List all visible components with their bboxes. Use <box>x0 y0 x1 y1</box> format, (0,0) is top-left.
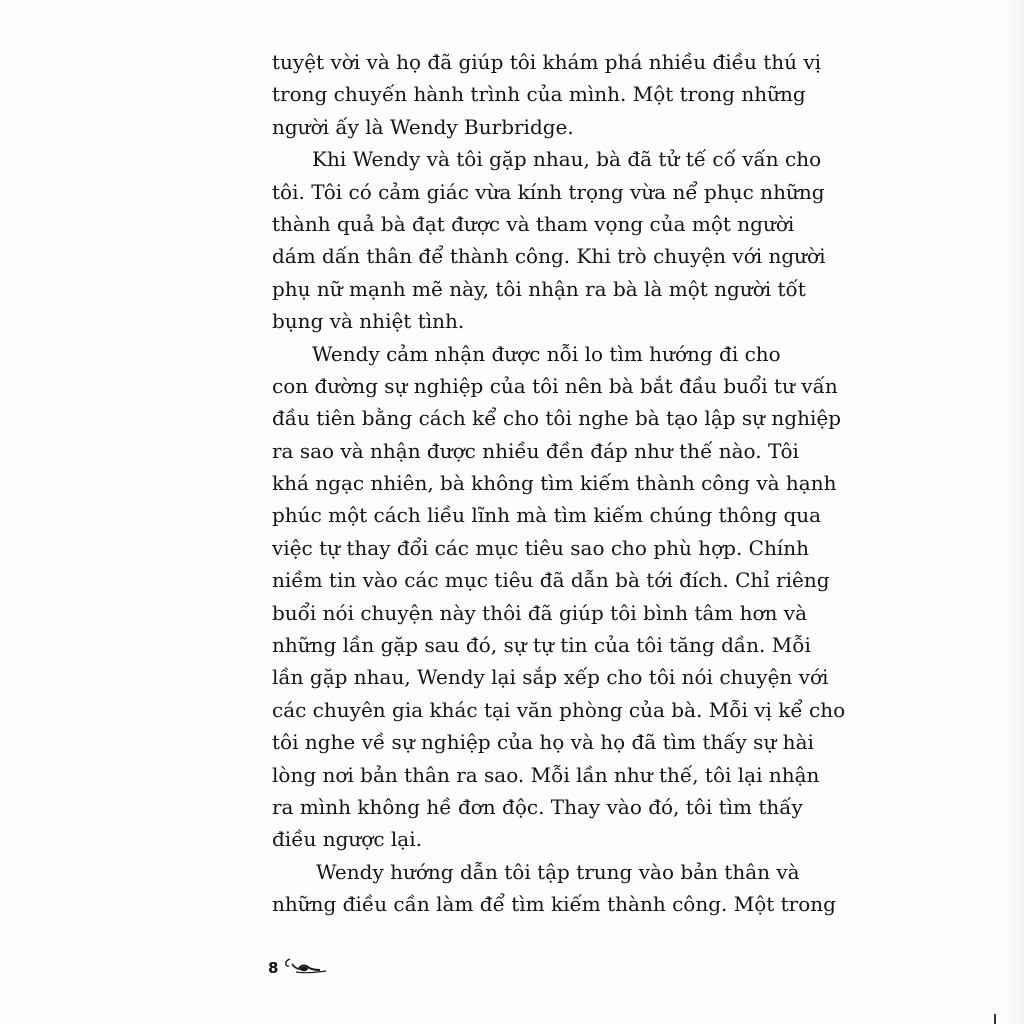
text-line: niềm tin vào các mục tiêu đã dẫn bà tới đích. Chỉ riêng <box>272 568 830 593</box>
text-line: con đường sự nghiệp của tôi nên bà bắt đầu buổi tư vấn <box>272 373 838 398</box>
text-line: lần gặp nhau, Wendy lại sắp xếp cho tôi nói chuyện với <box>272 665 829 690</box>
text-line: điều ngược lại. <box>272 827 422 852</box>
text-line: phụ nữ mạnh mẽ này, tôi nhận ra bà là một người tốt <box>272 276 806 301</box>
paragraph-start-line: Wendy cảm nhận được nỗi lo tìm hướng đi cho <box>312 341 781 366</box>
page-footer <box>268 955 328 981</box>
paragraph-start-line: Wendy hướng dẫn tôi tập trung vào bản thân và <box>316 859 800 884</box>
text-line: trong chuyến hành trình của mình. Một trong những <box>272 82 806 107</box>
text-line: ra mình không hề đơn độc. Thay vào đó, tôi tìm thấy <box>272 794 803 819</box>
text-line: việc tự thay đổi các mục tiêu sao cho phù hợp. Chính <box>272 535 810 560</box>
text-line: buổi nói chuyện này thôi đã giúp tôi bình tâm hơn và <box>272 600 807 625</box>
text-line: các chuyên gia khác tại văn phòng của bà. Mỗi vị kể cho <box>272 697 846 722</box>
paragraph-start-line: Khi Wendy và tôi gặp nhau, bà đã tử tế cố vấn cho <box>312 147 822 172</box>
text-line: bụng và nhiệt tình. <box>272 309 465 334</box>
page-number: 8 <box>268 959 279 977</box>
text-line: khá ngạc nhiên, bà không tìm kiếm thành công và hạnh <box>272 471 837 496</box>
text-line: những điều cần làm để tìm kiếm thành công. Một trong <box>272 892 836 917</box>
text-line: những lần gặp sau đó, sự tự tin của tôi tăng dần. Mỗi <box>272 633 811 658</box>
text-line: ra sao và nhận được nhiều đền đáp như thế nào. Tôi <box>272 438 799 463</box>
text-line: tuyệt vời và họ đã giúp tôi khám phá nhiều điều thú vị <box>272 50 822 74</box>
text-line: thành quả bà đạt được và tham vọng của một người <box>272 211 795 236</box>
page-corner-mark <box>994 1014 996 1024</box>
text-line: đầu tiên bằng cách kể cho tôi nghe bà tạo lập sự nghiệp <box>272 406 842 431</box>
body-text <box>272 46 846 921</box>
text-line: lòng nơi bản thân ra sao. Mỗi lần như thế, tôi lại nhận <box>272 762 820 787</box>
page-edge-shadow <box>1004 0 1024 1024</box>
text-line: tôi. Tôi có cảm giác vừa kính trọng vừa nể phục những <box>272 179 825 204</box>
flourish-icon <box>282 955 328 981</box>
text-line: dám dấn thân để thành công. Khi trò chuyện với người <box>272 244 826 269</box>
text-line: phúc một cách liều lĩnh mà tìm kiếm chúng thông qua <box>272 503 822 528</box>
text-line: tôi nghe về sự nghiệp của họ và họ đã tìm thấy sự hài <box>272 730 814 755</box>
text-line: người ấy là Wendy Burbridge. <box>272 114 574 139</box>
